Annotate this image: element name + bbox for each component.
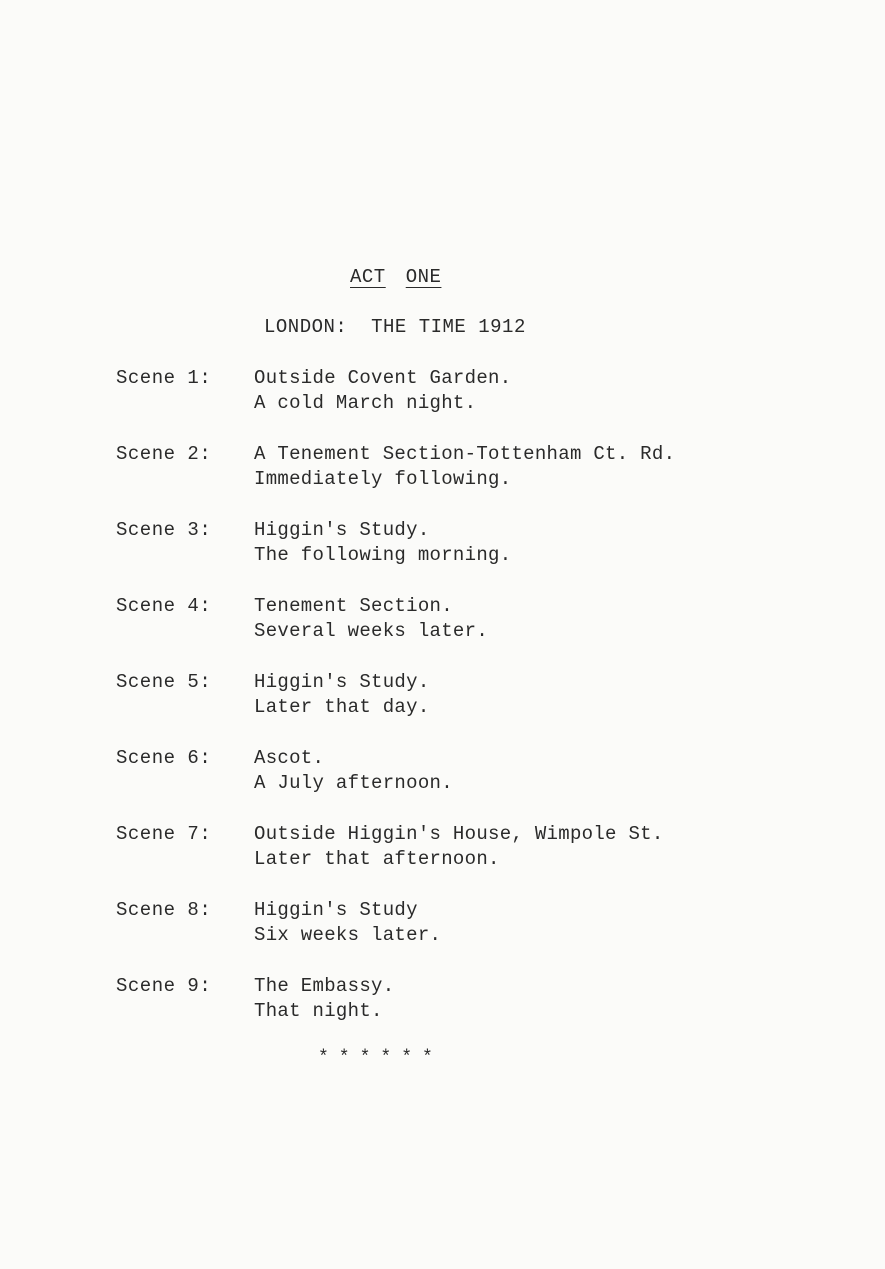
scene-description (254, 822, 664, 872)
scene-label: Scene 6: (116, 747, 212, 769)
scene-description (254, 898, 441, 948)
scene-time: Later that afternoon. (254, 848, 500, 870)
scene-place: Outside Covent Garden. (254, 367, 512, 389)
asterisk-divider: ****** (318, 1048, 443, 1068)
scene-description (254, 442, 675, 492)
scene-time: Later that day. (254, 696, 430, 718)
scene-description (254, 746, 453, 796)
scene-time: A cold March night. (254, 392, 477, 414)
scene-time: Several weeks later. (254, 620, 489, 642)
scene-place: Outside Higgin's House, Wimpole St. (254, 823, 664, 845)
scene-place: Ascot. (254, 747, 325, 769)
scene-label: Scene 9: (116, 975, 212, 997)
act-title-word-one: ONE (405, 266, 442, 288)
scene-label: Scene 8: (116, 899, 212, 921)
scene-item-2 (116, 442, 856, 518)
scene-list (116, 366, 856, 1050)
scene-time: Six weeks later. (254, 924, 442, 946)
scene-time: A July afternoon. (254, 772, 453, 794)
scene-item-3 (116, 518, 856, 594)
act-title (350, 265, 441, 290)
scene-label: Scene 4: (116, 595, 212, 617)
scene-label: Scene 5: (116, 671, 212, 693)
scene-item-5 (116, 670, 856, 746)
scene-description (254, 366, 511, 416)
scene-place: Higgin's Study. (254, 519, 430, 541)
act-setting-subtitle: LONDON: THE TIME 1912 (264, 316, 526, 338)
scene-time: The following morning. (254, 544, 512, 566)
scene-place: A Tenement Section-Tottenham Ct. Rd. (254, 443, 676, 465)
scene-item-4 (116, 594, 856, 670)
scene-label: Scene 3: (116, 519, 212, 541)
scene-description (254, 594, 488, 644)
scene-description (254, 518, 511, 568)
scene-place: Higgin's Study (254, 899, 418, 921)
scene-item-6 (116, 746, 856, 822)
scene-description (254, 670, 430, 720)
scene-description (254, 974, 394, 1024)
act-title-word-act: ACT (350, 266, 386, 288)
scene-item-7 (116, 822, 856, 898)
scene-time: Immediately following. (254, 468, 512, 490)
scene-item-8 (116, 898, 856, 974)
scene-place: Higgin's Study. (254, 671, 430, 693)
scene-item-9 (116, 974, 856, 1050)
scene-label: Scene 1: (116, 367, 212, 389)
scene-label: Scene 7: (116, 823, 212, 845)
scene-time: That night. (254, 1000, 383, 1022)
scene-item-1 (116, 366, 856, 442)
scene-place: Tenement Section. (254, 595, 453, 617)
scene-label: Scene 2: (116, 443, 212, 465)
scene-place: The Embassy. (254, 975, 395, 997)
